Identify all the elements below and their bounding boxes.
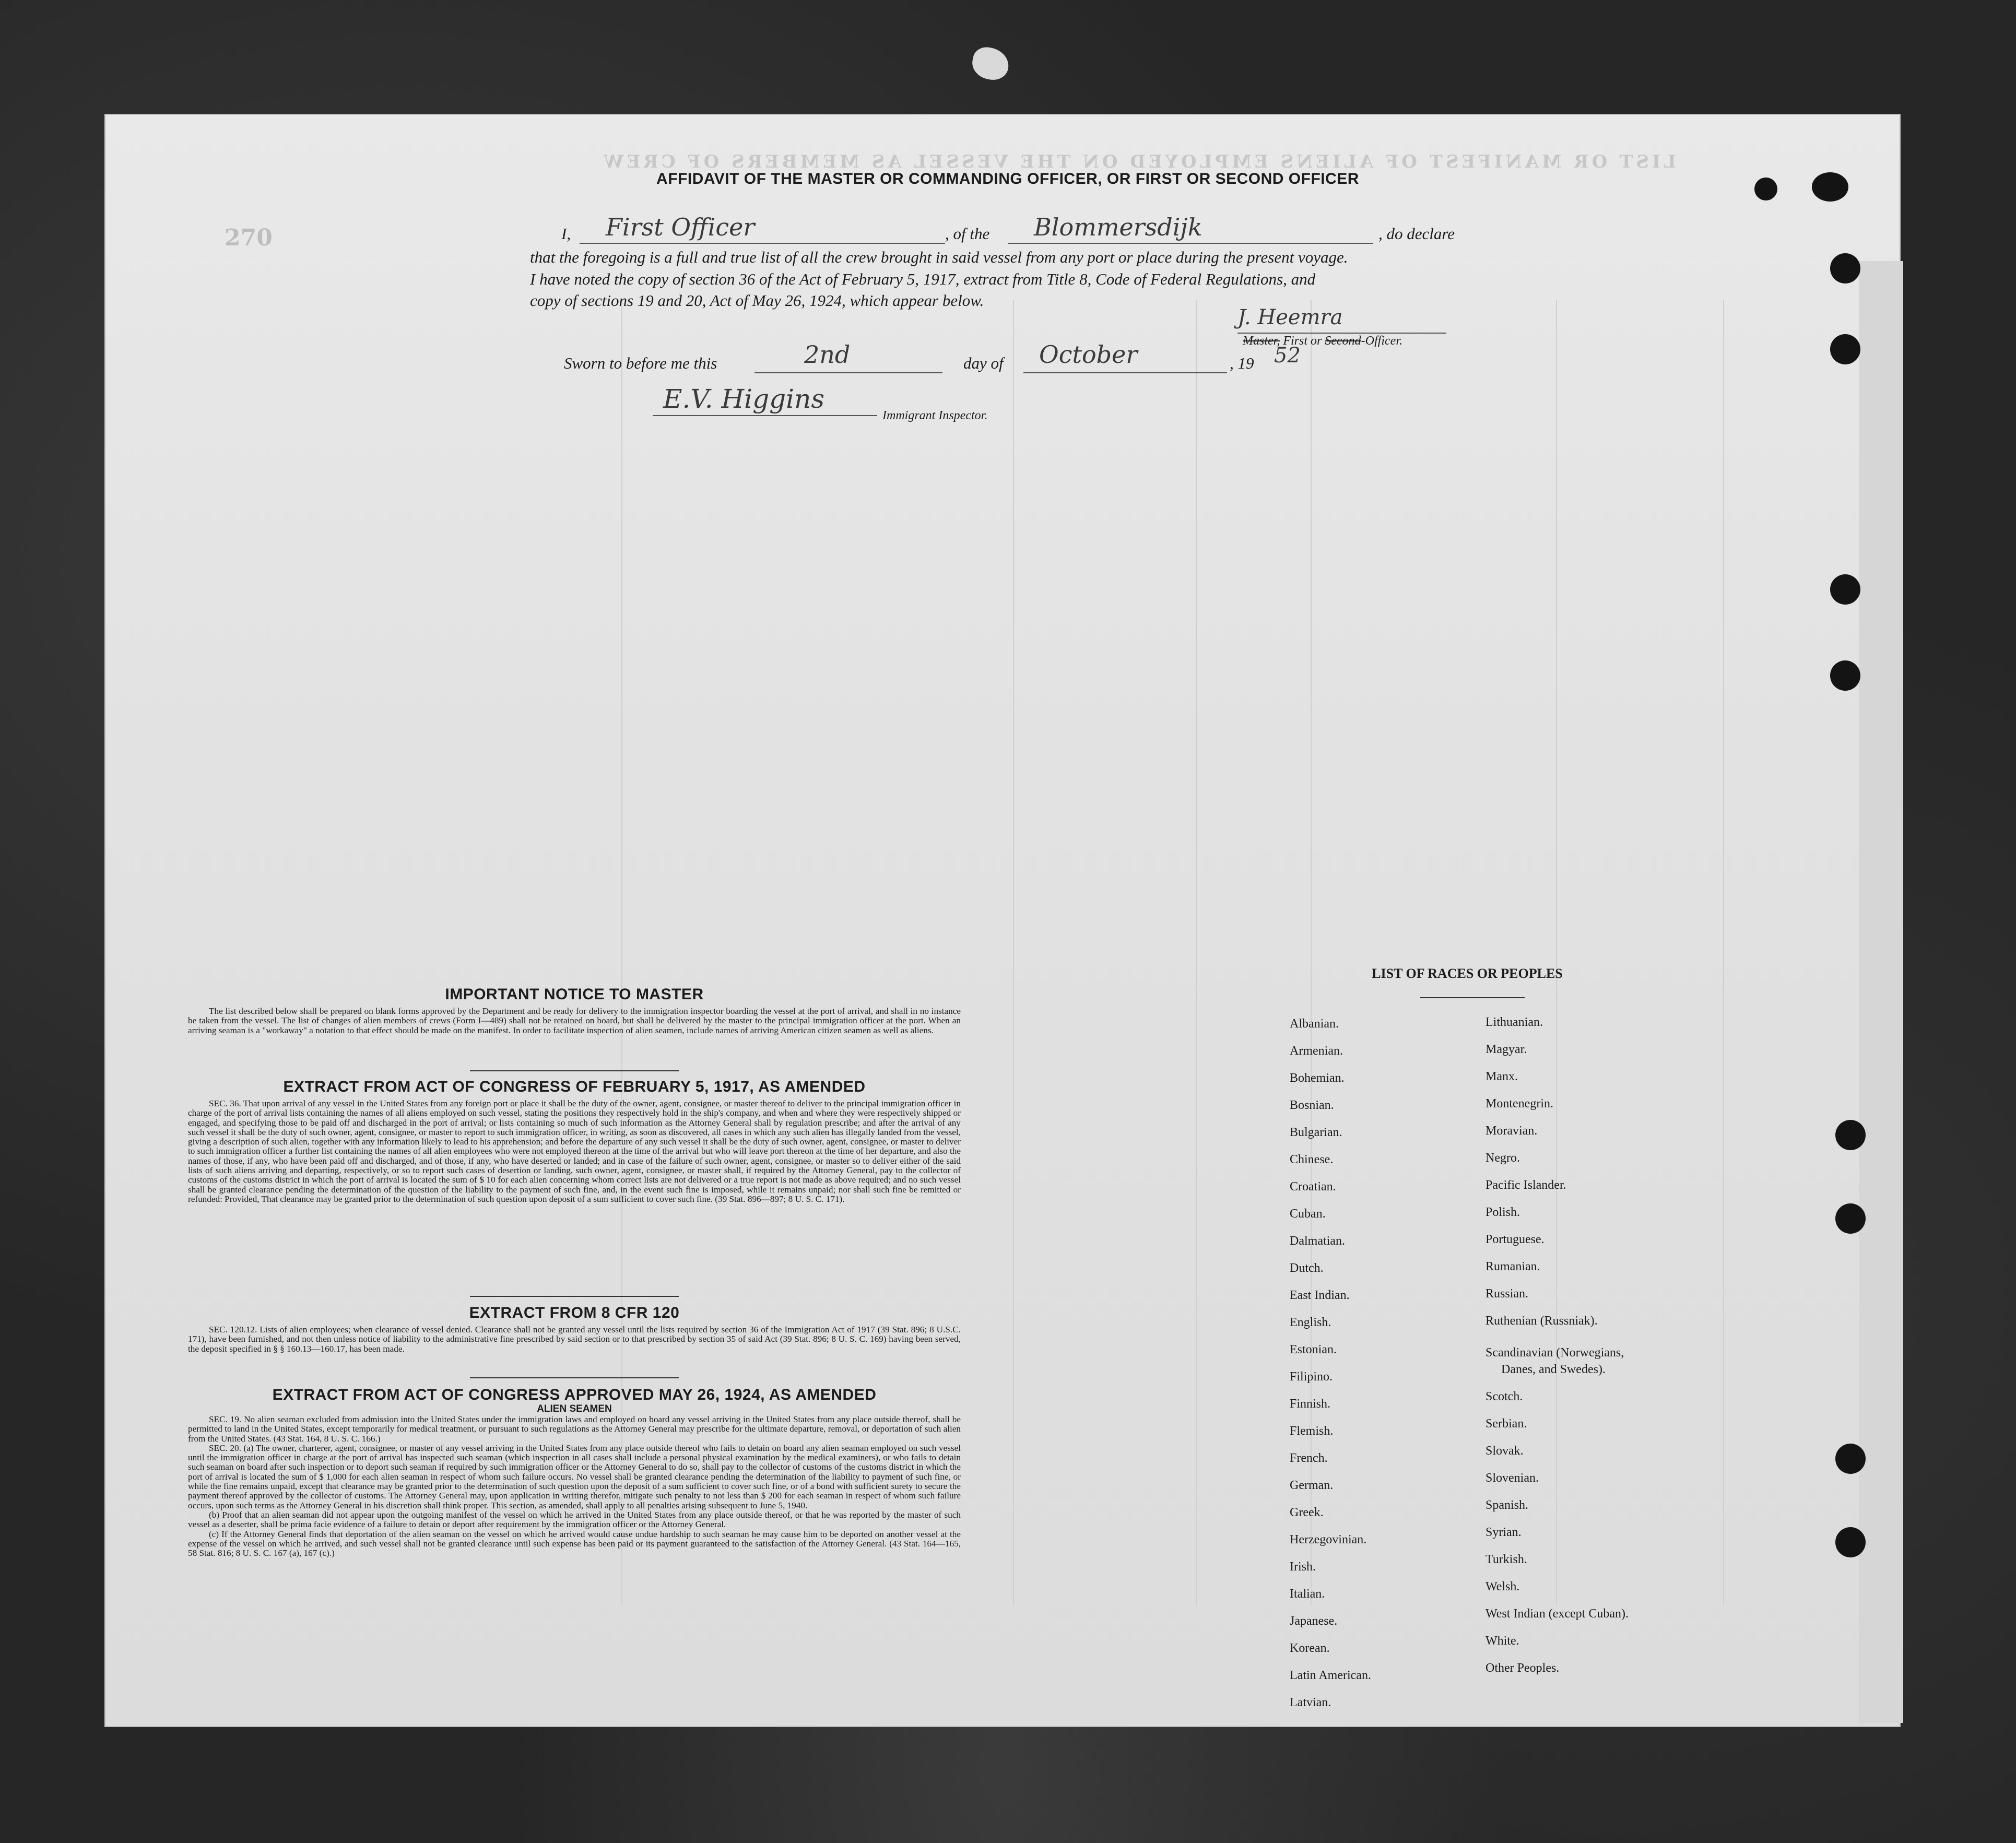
extract-1917-text: SEC. 36. That upon arrival of any vessel in the United States from any foreign port or place it shall be the duty of the owner, agent, consignee, or master thereof to deliver to the principal immigration officer in charge of the port of arrival lists containing the names of all aliens employed on such vessel, stating the positions they respectively hold in the ship's company, and when and where they were respectively shipped or engaged, and specifying those to be paid off and discharged in the port of arrival; or lists containing so much of such information as the Attorney General shall by regulation prescribe; and after the arrival of any such vessel it shall be the duty of such owner, agent, consignee, or master to report to such immigration officer, in writing, as soon as discovered, all cases in which any such alien has illegally landed from the vessel, giving a description of such alien, together with any information likely to lead to his apprehension; and before the departure of any such vessel it shall be the duty of such owner, agent, consignee, or master to deliver to such immigration officer a further list containing the names of all alien employees who were not employed thereon at the time of the arrival but who will leave port thereon at the time of her departure, and also the names of those, if any, who have been paid off and discharged, and of those, if any, who have deserted or landed; and in case of the failure of such owner, agent, consignee, or master so to deliver either of the said lists of such aliens arriving and departing, respectively, or so to report such cases of desertion or landing, such owner, agent, consignee, or master shall, if required by the Attorney General, pay to the collector of customs of the customs district in which the port of arrival is located the sum of $ 10 for each alien concerning whom correct lists are not delivered or a true report is not made as above required; and no such vessel shall be granted clearance pending the determination of the question of the liability to the payment of such fine, and, in the event such fine is imposed, while it remains unpaid; nor shall such fine be remitted or refunded: Provided, That clearance may be granted prior to the determination of such question upon deposit of a sum sufficient to cover such fine. (39 Stat. 896—897; 8 U. S. C. 171). (188, 1098, 961, 1204)
extract-1917-title: EXTRACT FROM ACT OF CONGRESS OF FEBRUARY 5, 1917, AS AMENDED (283, 1078, 866, 1095)
ghost-mirrored-title: LIST OR MANIFEST OF ALIENS EMPLOYED ON THE VESSEL AS MEMBERS OF CREW (600, 151, 1676, 172)
notice-title: IMPORTANT NOTICE TO MASTER (445, 986, 704, 1003)
officer-caption: Master, First or Second-Officer. (1243, 334, 1402, 348)
race-item: East Indian. (1290, 1289, 1350, 1302)
race-item: Scandinavian (Norwegians, (1486, 1346, 1624, 1360)
sheet-flap (1859, 261, 1903, 1723)
inspector-caption: Immigrant Inspector. (882, 409, 988, 422)
ghost-column-rule (1556, 300, 1557, 1605)
affidavit-title: AFFIDAVIT OF THE MASTER OR COMMANDING OFFICER, OR FIRST OR SECOND OFFICER (656, 170, 1359, 187)
officer-handwritten: First Officer (606, 213, 755, 241)
race-item: Bulgarian. (1290, 1126, 1342, 1139)
extract-1924-subtitle: ALIEN SEAMEN (537, 1403, 612, 1414)
race-item: Chinese. (1290, 1153, 1334, 1166)
month-handwritten: October (1039, 340, 1138, 369)
race-item: Albanian. (1290, 1017, 1339, 1031)
section-divider (470, 1296, 679, 1297)
extract-1924-title: EXTRACT FROM ACT OF CONGRESS APPROVED MAY 26, 1924, AS AMENDED (272, 1386, 877, 1403)
race-item: Armenian. (1290, 1044, 1343, 1058)
officer-signature: J. Heemra (1237, 305, 1343, 329)
inspector-signature: E.V. Higgins (663, 384, 825, 414)
affidavit-line-4: copy of sections 19 and 20, Act of May 26, 1924, which appear below. (530, 291, 984, 310)
race-item: Bohemian. (1290, 1071, 1345, 1085)
sworn-text: Sworn to before me this (564, 354, 717, 372)
race-item: Greek. (1290, 1506, 1324, 1519)
race-item: Syrian. (1486, 1526, 1522, 1539)
races-title: LIST OF RACES OR PEOPLES (1372, 966, 1563, 981)
races-divider (1420, 997, 1525, 998)
signature-underline (1237, 333, 1446, 334)
day-of-text: day of (963, 354, 1004, 372)
vessel-underline (1008, 243, 1373, 244)
race-item: Flemish. (1290, 1424, 1334, 1438)
extract-cfr-title: EXTRACT FROM 8 CFR 120 (469, 1304, 680, 1321)
race-item: Cuban. (1290, 1207, 1326, 1221)
race-item: Estonian. (1290, 1343, 1337, 1356)
punch-hole (1835, 1203, 1866, 1234)
race-item: Italian. (1290, 1587, 1325, 1601)
punch-hole (1830, 334, 1860, 364)
race-item: French. (1290, 1451, 1328, 1465)
race-item: Portuguese. (1486, 1233, 1545, 1246)
ghost-column-rule (1196, 300, 1197, 1605)
affidavit-i: I, (561, 225, 571, 243)
race-item: Filipino. (1290, 1370, 1333, 1384)
month-underline (1023, 372, 1227, 373)
race-item: West Indian (except Cuban). (1486, 1607, 1629, 1621)
day-handwritten: 2nd (804, 340, 851, 369)
race-item: White. (1486, 1634, 1519, 1648)
race-item: Serbian. (1486, 1417, 1527, 1431)
race-item: Turkish. (1486, 1553, 1527, 1566)
race-item: Herzegovinian. (1290, 1533, 1367, 1546)
race-item: Korean. (1290, 1641, 1330, 1655)
race-item: Montenegrin. (1486, 1097, 1553, 1110)
punch-hole (1835, 1444, 1866, 1474)
race-item: Latin American. (1290, 1669, 1371, 1682)
race-item: Dutch. (1290, 1261, 1324, 1275)
race-item: Danes, and Swedes). (1501, 1363, 1606, 1376)
race-item: Ruthenian (Russniak). (1486, 1314, 1598, 1328)
extract-1924-text: SEC. 19. No alien seaman excluded from admission into the United States under the immigration laws and employed on board any vessel arriving in the United States from any place outside thereof, shall be permitted to land in the United States, except temporarily for medical treatment, or pursuant to such regulations as the Attorney General may prescribe for the ultimate departure, removal, or deportation of such alien from the United States. (43 Stat. 164, 8 U. S. C. 166.) SEC. 20. (a) The owner, charterer, agent, consignee, or master of any vessel arriving in the United States from any place outside thereof who fails to detain on board any alien seaman employed on such vessel until the immigration officer in charge at the port of arrival has inspected such seaman (which inspection in all cases shall include a personal physical examination by the medical examiners), or who fails to detain such seaman on board after such inspection or to deport such seaman if required by such immigration officer or the Attorney General to do so, shall pay to the collector of customs of the customs district in which the port of arrival is located the sum of $ 1,000 for each alien seaman in respect of whom such failure occurs. No vessel shall be granted clearance pending the determination of the liability to payment of such fine, or while the fine remains unpaid, except that clearance may be granted prior to the determination of such question upon the deposit of a sum sufficient to cover such fine, or of a bond with sufficient surety to secure the payment thereof approved by the collector of customs. The Attorney General may, upon application in writing therefor, mitigate such penalty to not less than $ 200 for each seaman in respect of whom such failure occurs, upon such terms as the Attorney General in his discretion shall think proper. This section, as amended, shall apply to all penalties arising subsequent to June 5, 1940. (b) Proof that an alien seaman did not appear upon the outgoing manifest of the vessel on which he arrived in the United States from any place outside thereof, or that he was reported by the master of such vessel as a deserter, shall be prima facie evidence of a failure to detain or deport after requirement by the immigration officer or the Attorney General. (c) If the Attorney General finds that deportation of the alien seaman on the vessel on which he arrived would cause undue hardship to such seaman he may cause him to be deported on another vessel at the expense of the vessel on which he arrived, and such vessel shall not be granted clearance until such expense has been paid or its payment guaranteed to the satisfaction of the Attorney General. (43 Stat. 164—165, 58 Stat. 816; 8 U. S. C. 167 (a), 167 (c).) (188, 1414, 961, 1558)
race-item: Negro. (1486, 1151, 1520, 1165)
year-prefix: , 19 (1230, 354, 1254, 372)
officer-underline (580, 243, 945, 244)
race-item: Scotch. (1486, 1390, 1523, 1403)
race-item: Moravian. (1486, 1124, 1538, 1138)
race-item: Finnish. (1290, 1397, 1331, 1411)
punch-hole (1812, 172, 1848, 202)
notice-text: The list described below shall be prepared on blank forms approved by the Department and be ready for delivery to the immigration inspector boarding the vessel at the port of arrival, and shall in no instance be taken from the vessel. The list of changes of alien members of crews (Form I—489) shall not be retained on board, but shall be delivered by the master to the principal immigration officer at the port. When an arriving seaman is a "workaway" a notation to that effect should be made on the manifest. In order to facilitate inspection of alien seamen, include names of arriving American citizen seamen as well as aliens. (188, 1006, 961, 1035)
race-item: Japanese. (1290, 1614, 1338, 1628)
race-item: Bosnian. (1290, 1098, 1334, 1112)
punch-hole (1830, 660, 1860, 691)
punch-hole (1835, 1527, 1866, 1557)
day-underline (754, 372, 942, 373)
race-item: Manx. (1486, 1070, 1518, 1083)
race-item: Slovenian. (1486, 1471, 1539, 1485)
race-item: Croatian. (1290, 1180, 1336, 1194)
race-item: Rumanian. (1486, 1260, 1540, 1273)
affidavit-declare: , do declare (1378, 225, 1455, 243)
ghost-column-rule (1013, 300, 1014, 1605)
affidavit-line-2: that the foregoing is a full and true list of all the crew brought in said vessel from any port or place during the present voyage. (530, 248, 1348, 266)
race-item: Magyar. (1486, 1043, 1527, 1056)
race-item: Welsh. (1486, 1580, 1520, 1593)
ghost-column-rule (1723, 300, 1724, 1605)
affidavit-line-3: I have noted the copy of section 36 of the Act of February 5, 1917, extract from Title 8, Code of Federal Regulations, and (530, 270, 1316, 288)
race-item: Spanish. (1486, 1498, 1529, 1512)
race-item: Russian. (1486, 1287, 1529, 1301)
race-item: Slovak. (1486, 1444, 1524, 1458)
year-handwritten: 52 (1274, 344, 1301, 368)
ghost-page-number: 270 (225, 225, 273, 251)
race-item: Pacific Islander. (1486, 1178, 1566, 1192)
punch-hole (1835, 1120, 1866, 1150)
race-item: Other Peoples. (1486, 1661, 1560, 1675)
punch-hole (1830, 253, 1860, 283)
punch-hole (1754, 178, 1777, 200)
race-item: Dalmatian. (1290, 1234, 1345, 1248)
race-item: Polish. (1486, 1206, 1520, 1219)
race-item: English. (1290, 1316, 1331, 1329)
race-item: Latvian. (1290, 1696, 1331, 1709)
race-item: German. (1290, 1479, 1334, 1492)
affidavit-of-the: , of the (945, 225, 990, 243)
punch-hole (1830, 574, 1860, 605)
vessel-handwritten: Blommersdijk (1034, 213, 1202, 241)
extract-cfr-text: SEC. 120.12. Lists of alien employees; when clearance of vessel denied. Clearance shall not be granted any vessel until the lists required by section 36 of the Immigration Act of 1917 (39 Stat. 896; 8 U.S.C. 171), have been furnished, and not then unless notice of liability to the administrative fine prescribed by said section or to that prescribed by section 35 of said Act (39 Stat. 896; 8 U. S. C. 169) having been served, the deposit specified in § § 160.13—160.17, has been made. (188, 1325, 961, 1354)
section-divider (470, 1377, 679, 1378)
inspector-underline (653, 415, 877, 416)
race-item: Lithuanian. (1486, 1015, 1543, 1029)
section-divider (470, 1070, 679, 1071)
race-item: Irish. (1290, 1560, 1316, 1574)
